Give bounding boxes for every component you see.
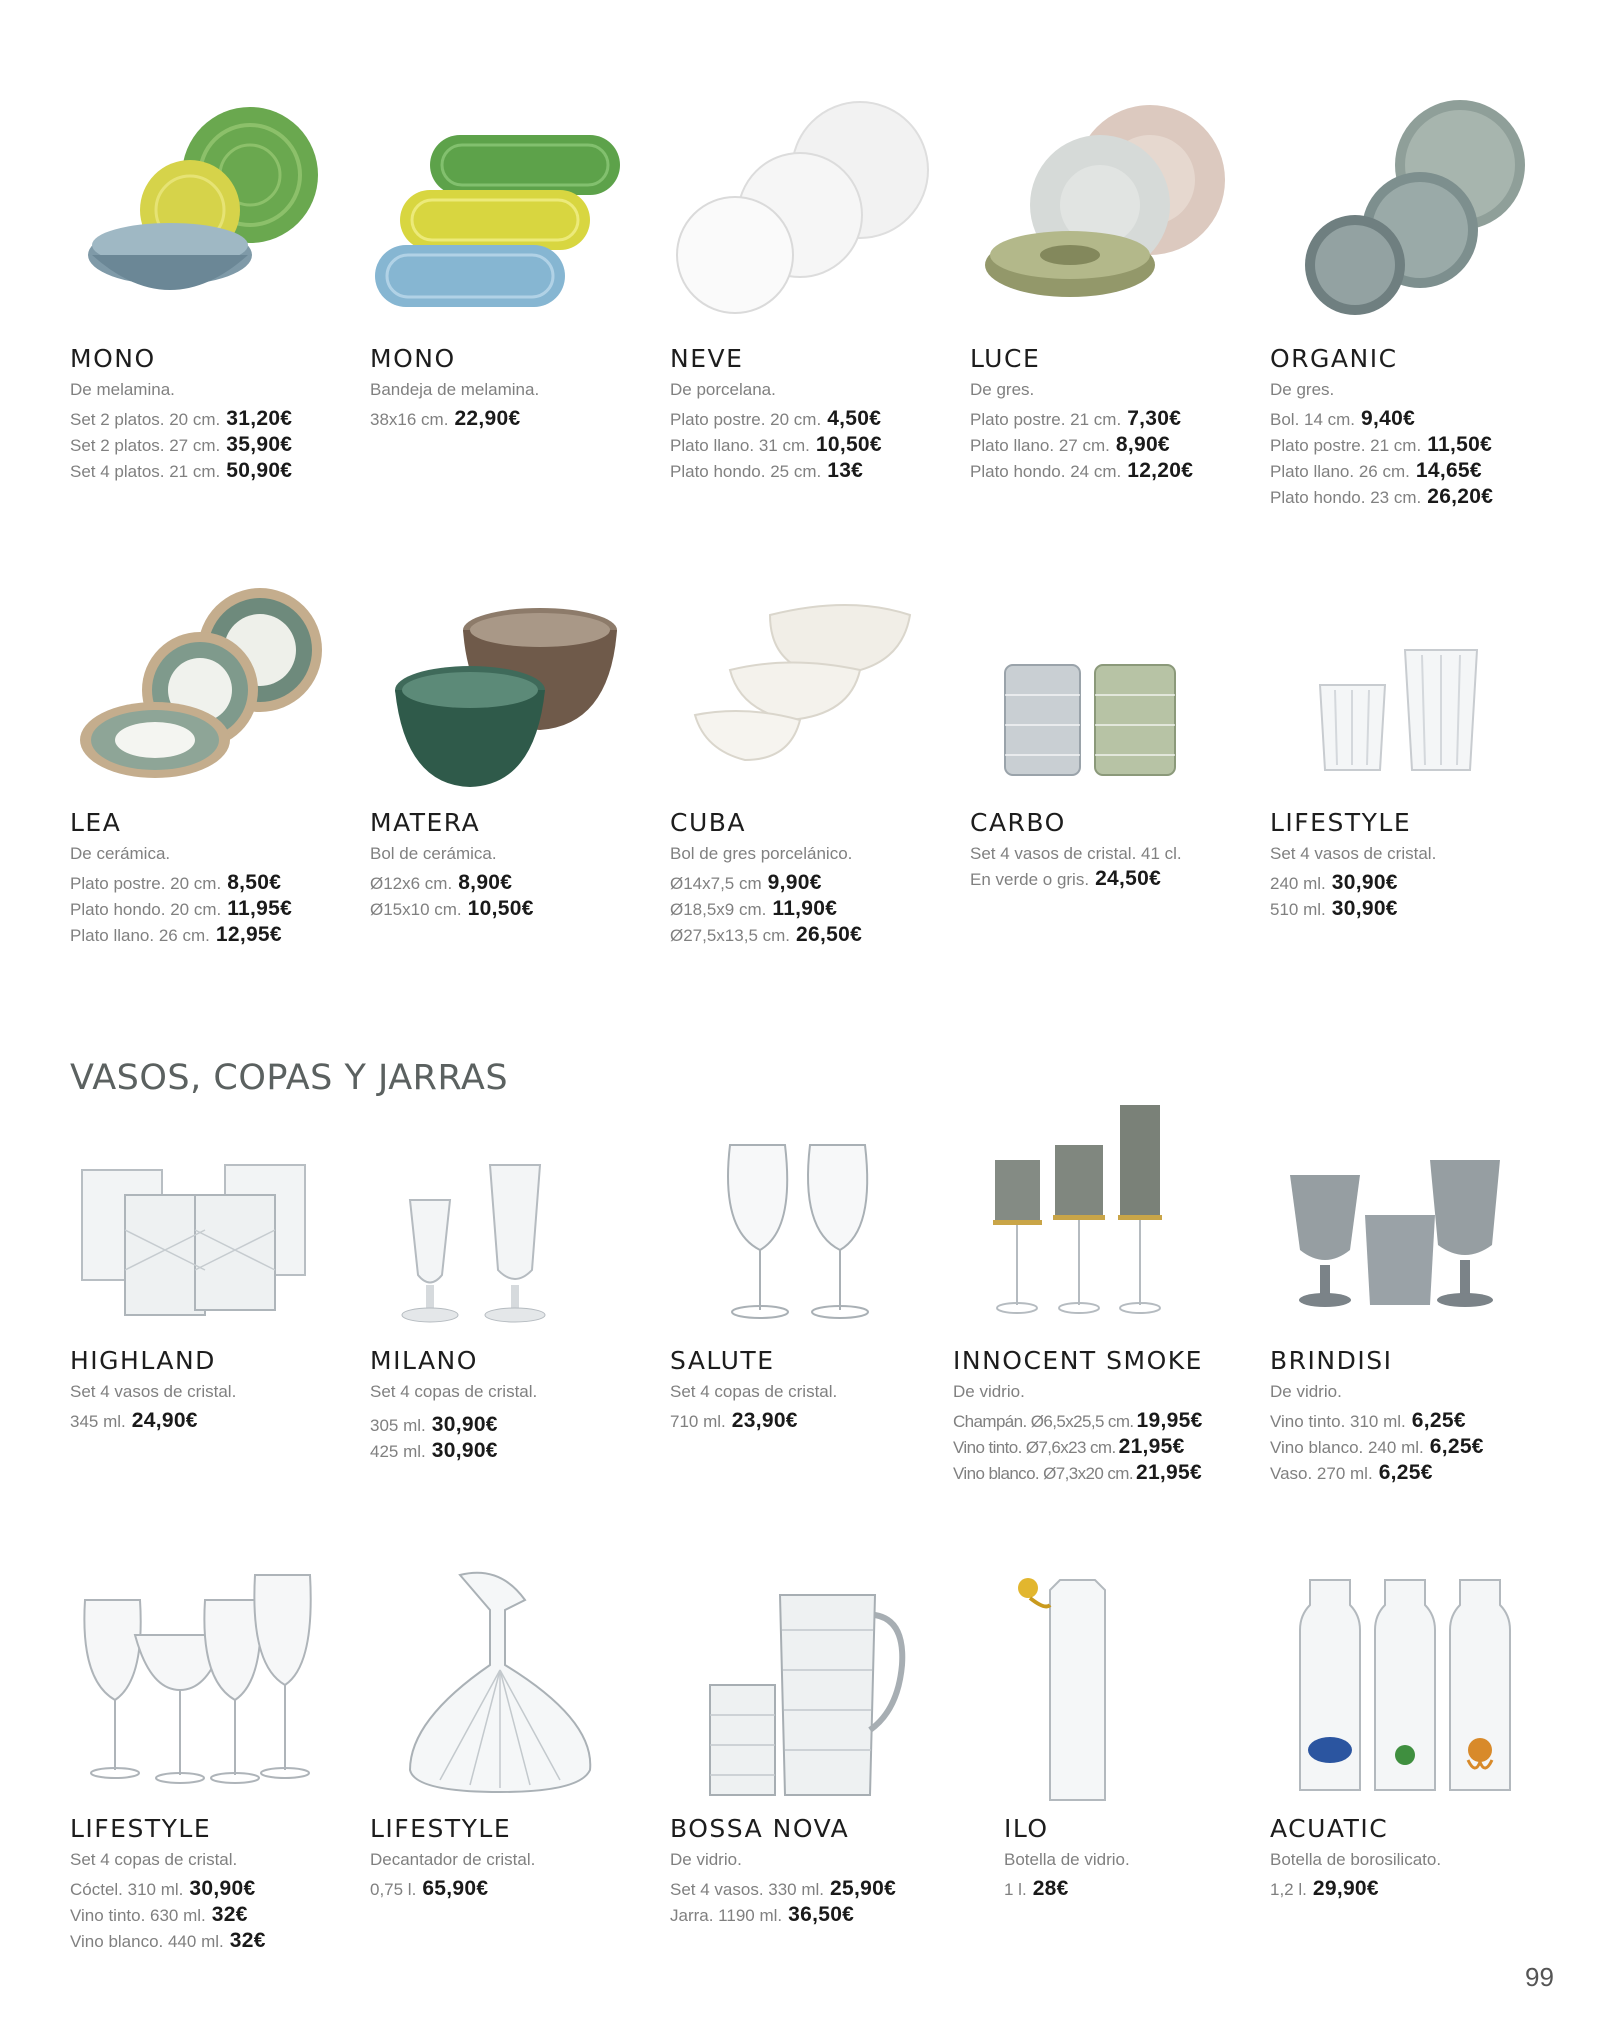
product-luce — [970, 344, 1193, 484]
product-description: De melamina. — [70, 380, 175, 399]
price-line: 0,75 l. 65,90€ — [370, 1877, 489, 1900]
product-highland — [70, 1346, 236, 1434]
price-line: Vaso. 270 ml. 6,25€ — [1270, 1461, 1433, 1484]
product-bossa-nova — [670, 1814, 896, 1928]
lea-plates-image — [70, 555, 340, 795]
product-description: Set 4 vasos de cristal. 41 cl. — [970, 844, 1182, 863]
product-lifestyle-decantador — [370, 1814, 535, 1902]
product-description: Set 4 vasos de cristal. — [70, 1382, 237, 1401]
price-line: 345 ml. 24,90€ — [70, 1409, 198, 1432]
product-brindisi — [1270, 1346, 1484, 1486]
price-line: 710 ml. 23,90€ — [670, 1409, 798, 1432]
product-matera — [370, 808, 534, 922]
product-salute — [670, 1346, 837, 1434]
product-name: SALUTE — [670, 1346, 775, 1375]
price-line: Set 4 vasos. 330 ml. 25,90€ — [670, 1877, 897, 1900]
price-line: Plato postre. 20 cm. 4,50€ — [670, 407, 882, 430]
price-line: Plato postre. 21 cm. 11,50€ — [1270, 433, 1493, 456]
product-mono-melamina — [70, 344, 292, 484]
bossa-nova-set-image — [670, 1570, 940, 1810]
price-line: Vino blanco. 440 ml. 32€ — [70, 1929, 266, 1952]
mono-melamina-trays-image — [370, 95, 640, 335]
product-description: De vidrio. — [670, 1850, 742, 1869]
price-line: 1,2 l. 29,90€ — [1270, 1877, 1379, 1900]
price-line: Plato hondo. 20 cm. 11,95€ — [70, 897, 293, 920]
organic-plates-image — [1270, 95, 1540, 335]
product-organic — [1270, 344, 1493, 510]
price-line: 38x16 cm. 22,90€ — [370, 407, 521, 430]
brindisi-glasses-image — [1270, 1100, 1540, 1340]
price-line: Set 2 platos. 27 cm. 35,90€ — [70, 433, 293, 456]
section-title: VASOS, COPAS Y JARRAS — [70, 1058, 509, 1098]
price-line: Vino blanco. Ø7,3x20 cm. 21,95€ — [953, 1461, 1202, 1484]
price-line: Plato llano. 31 cm. 10,50€ — [670, 433, 882, 456]
product-name: LEA — [70, 808, 122, 837]
price-line: Plato hondo. 23 cm. 26,20€ — [1270, 485, 1494, 508]
price-line: En verde o gris. 24,50€ — [970, 867, 1162, 890]
price-line: Cóctel. 310 ml. 30,90€ — [70, 1877, 256, 1900]
price-line: Plato llano. 26 cm. 14,65€ — [1270, 459, 1482, 482]
price-line: 425 ml. 30,90€ — [370, 1439, 498, 1462]
product-name: HIGHLAND — [70, 1346, 216, 1375]
product-name: NEVE — [670, 344, 744, 373]
price-line: Set 2 platos. 20 cm. 31,20€ — [70, 407, 293, 430]
product-name: LIFESTYLE — [70, 1814, 212, 1843]
price-line: Champán. Ø6,5x25,5 cm. 19,95€ — [953, 1409, 1203, 1432]
price-line: 1 l. 28€ — [1004, 1877, 1069, 1900]
product-description: Bandeja de melamina. — [370, 380, 540, 399]
price-line: 510 ml. 30,90€ — [1270, 897, 1398, 920]
price-line: Vino blanco. 240 ml. 6,25€ — [1270, 1435, 1484, 1458]
price-line: Plato hondo. 25 cm. 13€ — [670, 459, 864, 482]
price-line: Plato postre. 21 cm. 7,30€ — [970, 407, 1182, 430]
product-lifestyle-vasos — [1270, 808, 1436, 922]
product-description: Botella de vidrio. — [1004, 1850, 1130, 1869]
highland-tumblers-image — [70, 1100, 340, 1340]
lifestyle-decanter-image — [370, 1570, 640, 1810]
product-description: De gres. — [1270, 380, 1335, 399]
price-line: Ø27,5x13,5 cm. 26,50€ — [670, 923, 863, 946]
price-line: Vino tinto. Ø7,6x23 cm. 21,95€ — [953, 1435, 1185, 1458]
innocent-smoke-glasses-image — [970, 1100, 1240, 1340]
price-line: Plato llano. 26 cm. 12,95€ — [70, 923, 282, 946]
product-description: De vidrio. — [1270, 1382, 1342, 1401]
price-line: Set 4 platos. 21 cm. 50,90€ — [70, 459, 293, 482]
price-line: Ø12x6 cm. 8,90€ — [370, 871, 513, 894]
product-name: ILO — [1004, 1814, 1049, 1843]
product-name: BRINDISI — [1270, 1346, 1393, 1375]
luce-plates-image — [970, 95, 1240, 335]
neve-plates-image — [670, 95, 940, 335]
cuba-bowls-image — [670, 555, 940, 795]
product-name: MONO — [70, 344, 156, 373]
price-line: Ø15x10 cm. 10,50€ — [370, 897, 534, 920]
lifestyle-tumblers-image — [1270, 555, 1540, 795]
price-line: 240 ml. 30,90€ — [1270, 871, 1398, 894]
product-description: Decantador de cristal. — [370, 1850, 536, 1869]
product-description: Set 4 vasos de cristal. — [1270, 844, 1437, 863]
product-acuatic — [1270, 1814, 1441, 1902]
product-name: ORGANIC — [1270, 344, 1398, 373]
product-description: De vidrio. — [953, 1382, 1025, 1401]
ilo-bottle-image — [970, 1570, 1240, 1810]
product-name: ACUATIC — [1270, 1814, 1389, 1843]
product-name: CUBA — [670, 808, 747, 837]
matera-bowls-image — [370, 555, 640, 795]
product-name: INNOCENT SMOKE — [953, 1346, 1203, 1375]
product-lea — [70, 808, 292, 948]
product-description: De cerámica. — [70, 844, 171, 863]
product-description: Set 4 copas de cristal. — [670, 1382, 838, 1401]
product-name: LIFESTYLE — [1270, 808, 1412, 837]
product-name: CARBO — [970, 808, 1066, 837]
product-milano — [370, 1346, 537, 1464]
product-description: Bol de gres porcelánico. — [670, 844, 853, 863]
product-name: MILANO — [370, 1346, 478, 1375]
price-line: Vino tinto. 310 ml. 6,25€ — [1270, 1409, 1466, 1432]
acuatic-bottles-image — [1270, 1570, 1540, 1810]
price-line: Jarra. 1190 ml. 36,50€ — [670, 1903, 855, 1926]
product-description: Set 4 copas de cristal. — [370, 1382, 538, 1401]
price-line: Ø18,5x9 cm. 11,90€ — [670, 897, 838, 920]
product-mono-bandeja — [370, 344, 539, 432]
carbo-glasses-image — [970, 555, 1240, 795]
product-name: BOSSA NOVA — [670, 1814, 850, 1843]
price-line: Plato hondo. 24 cm. 12,20€ — [970, 459, 1194, 482]
salute-wine-glasses-image — [670, 1100, 940, 1340]
price-line: Plato llano. 27 cm. 8,90€ — [970, 433, 1170, 456]
product-name: LUCE — [970, 344, 1041, 373]
page-number: 99 — [1525, 1962, 1554, 1992]
price-line: Bol. 14 cm. 9,40€ — [1270, 407, 1416, 430]
lifestyle-wine-glasses-image — [70, 1570, 340, 1810]
product-innocent-smoke — [953, 1346, 1203, 1486]
product-name: LIFESTYLE — [370, 1814, 512, 1843]
product-name: MONO — [370, 344, 456, 373]
product-lifestyle-copas — [70, 1814, 266, 1954]
product-neve — [670, 344, 882, 484]
product-ilo — [1004, 1814, 1130, 1902]
price-line: Plato postre. 20 cm. 8,50€ — [70, 871, 282, 894]
product-description: De porcelana. — [670, 380, 776, 399]
price-line: Vino tinto. 630 ml. 32€ — [70, 1903, 248, 1926]
milano-glasses-image — [370, 1100, 640, 1340]
product-description: Bol de cerámica. — [370, 844, 497, 863]
product-carbo — [970, 808, 1182, 892]
product-cuba — [670, 808, 862, 948]
mono-melamina-plates-image — [70, 95, 340, 335]
price-line: Ø14x7,5 cm 9,90€ — [670, 871, 822, 894]
price-line: 305 ml. 30,90€ — [370, 1413, 498, 1436]
product-description: De gres. — [970, 380, 1035, 399]
product-name: MATERA — [370, 808, 481, 837]
product-description: Botella de borosilicato. — [1270, 1850, 1442, 1869]
product-description: Set 4 copas de cristal. — [70, 1850, 238, 1869]
